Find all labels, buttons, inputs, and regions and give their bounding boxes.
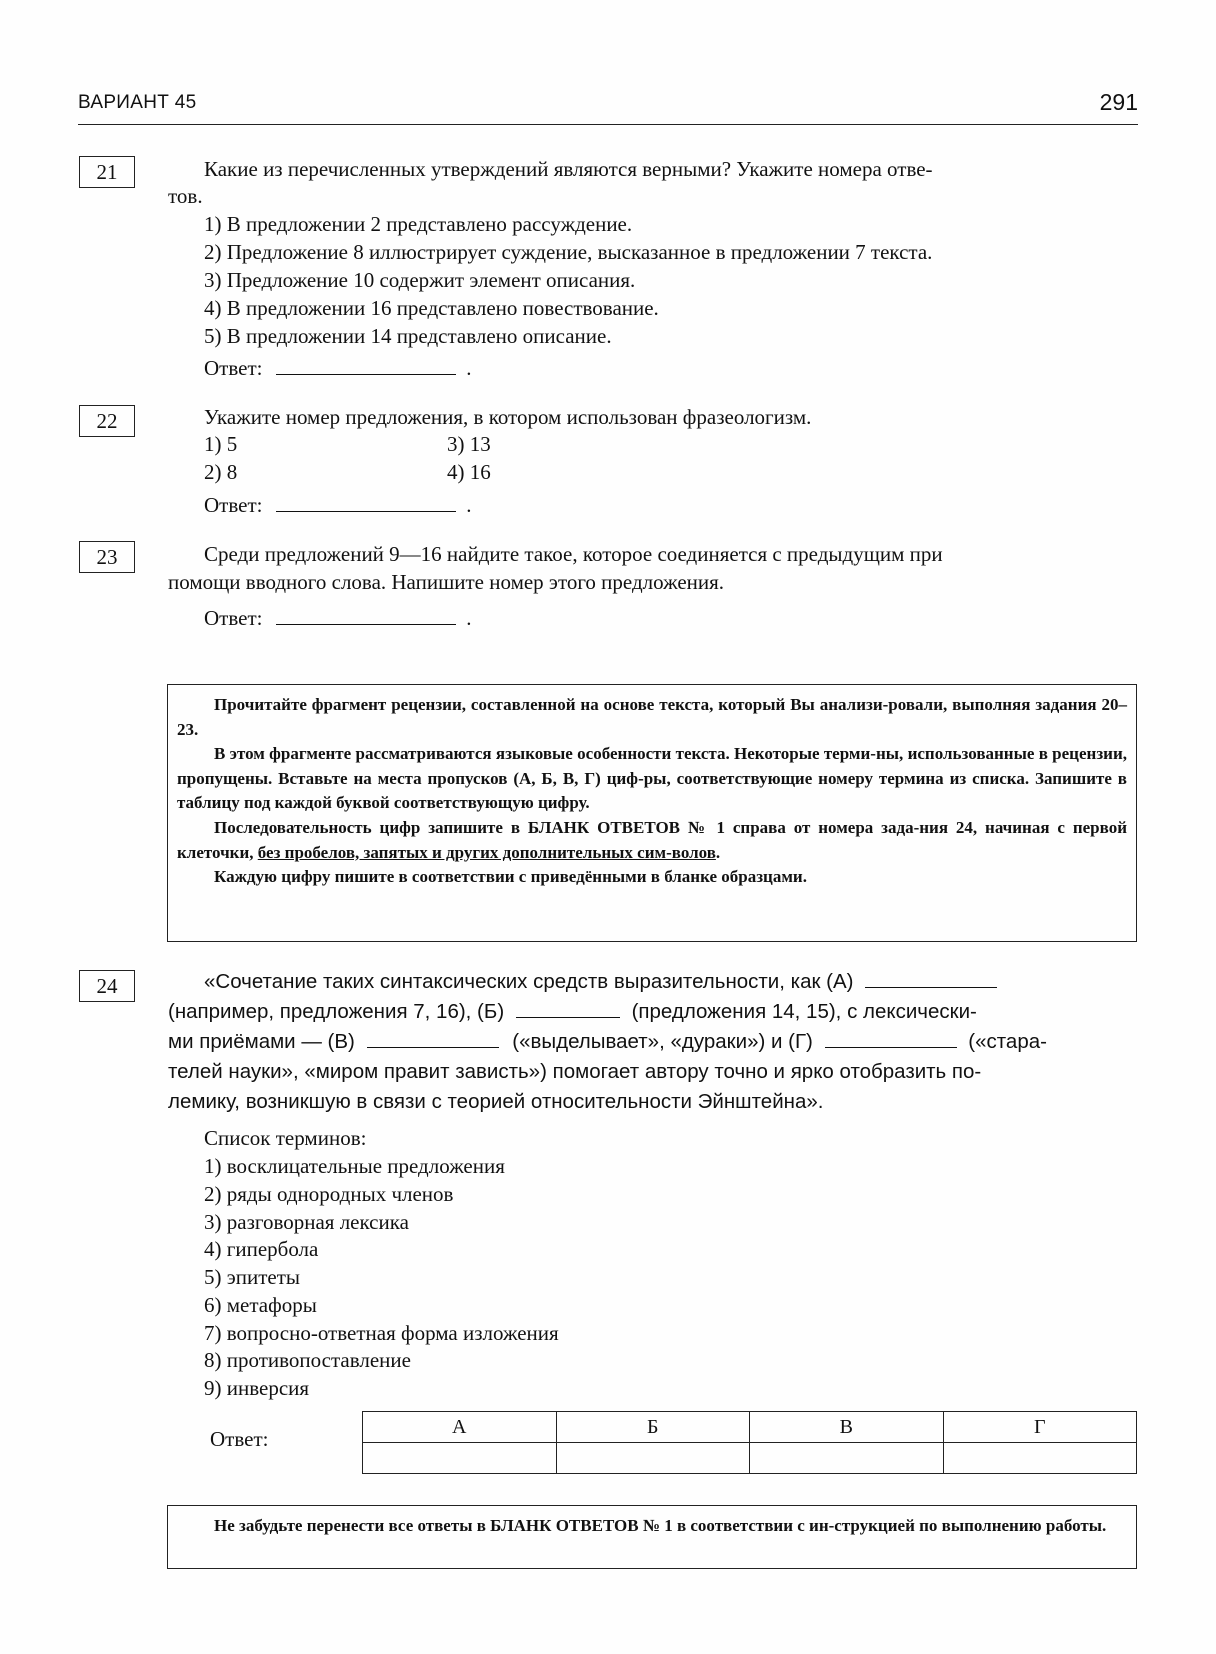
page-header xyxy=(78,84,1138,125)
q21-option-5: 5) В предложении 14 представлено описание. xyxy=(204,324,612,348)
blank-v[interactable] xyxy=(367,1031,499,1048)
page-number: 291 xyxy=(1099,89,1138,115)
answer-table-input-row xyxy=(363,1443,1137,1474)
q24-review-line1 xyxy=(204,968,997,996)
q21-question-line2: тов. xyxy=(168,184,203,208)
instructions-p4: Каждую цифру пишите в соответствии с приведёнными в бланке образцами. xyxy=(214,867,807,887)
q24-review-seg3: (предложения 14, 15), с лексически- xyxy=(631,1000,977,1023)
q23-answer xyxy=(204,605,471,633)
blank-b[interactable] xyxy=(516,1001,620,1018)
q24-answer-label: Ответ: xyxy=(210,1427,269,1451)
column-header-b: Б xyxy=(556,1412,750,1443)
instructions-box xyxy=(167,684,1137,942)
q22-question: Укажите номер предложения, в котором использован фразеологизм. xyxy=(204,405,812,429)
final-note: Не забудьте перенести все ответы в БЛАНК ОТВЕТОВ № 1 в соответствии с ин-струкцией по выполнению работы. xyxy=(214,1516,1107,1535)
q21-answer-dot: . xyxy=(460,356,472,380)
q21-answer xyxy=(204,355,471,383)
column-header-v: В xyxy=(750,1412,944,1443)
term-4: 4) гипербола xyxy=(204,1237,319,1261)
answer-cell-a[interactable] xyxy=(363,1443,557,1474)
q23-answer-label: Ответ: xyxy=(204,606,263,630)
term-2: 2) ряды однородных членов xyxy=(204,1182,454,1206)
q22-answer-blank[interactable] xyxy=(276,495,456,512)
blank-a[interactable] xyxy=(865,971,997,988)
q24-review-seg4: ми приёмами — (В) xyxy=(168,1030,355,1053)
instructions-p3-underlined: без пробелов, запятых и других дополнительных сим-волов xyxy=(257,842,716,862)
q24-review-seg5: («выделывает», «дураки») и (Г) xyxy=(512,1030,813,1053)
term-1: 1) восклицательные предложения xyxy=(204,1154,505,1178)
term-3: 3) разговорная лексика xyxy=(204,1210,409,1234)
blank-g[interactable] xyxy=(825,1031,957,1048)
answer-cell-b[interactable] xyxy=(556,1443,750,1474)
q21-option-2: 2) Предложение 8 иллюстрирует суждение, высказанное в предложении 7 текста. xyxy=(204,240,933,264)
q23-answer-blank[interactable] xyxy=(276,608,456,625)
instructions-p2: В этом фрагменте рассматриваются языковые особенности текста. Некоторые терми-ны, использованные в рецензии, пропущены. Вставьте на места пропусков (А, Б, В, Г) циф-ры, соответствующие номеру термина из списка. Запишите в таблицу под каждой буквой соответствующую цифру. xyxy=(177,744,1127,813)
q24-review-seg2: (например, предложения 7, 16), (Б) xyxy=(168,1000,505,1023)
q23-question-line1: Среди предложений 9—16 найдите такое, которое соединяется с предыдущим при xyxy=(204,542,943,566)
column-header-a: А xyxy=(363,1412,557,1443)
q22-option-1: 1) 5 xyxy=(204,432,238,456)
instructions-p3-end: . xyxy=(715,842,721,862)
q24-review-line4: телей науки», «миром правит зависть») помогает автору точно и ярко отобразить по- xyxy=(168,1060,982,1083)
q22-answer-dot: . xyxy=(460,493,472,517)
q23-answer-dot: . xyxy=(460,606,472,630)
task-number-21: 21 xyxy=(79,156,135,188)
final-note-box xyxy=(167,1505,1137,1569)
q22-answer xyxy=(204,492,471,520)
q21-answer-blank[interactable] xyxy=(276,358,456,375)
q21-option-1: 1) В предложении 2 представлено рассуждение. xyxy=(204,212,633,236)
answer-table-header-row xyxy=(363,1412,1137,1443)
terms-title: Список терминов: xyxy=(204,1126,367,1150)
term-8: 8) противопоставление xyxy=(204,1348,411,1372)
q22-answer-label: Ответ: xyxy=(204,493,263,517)
q21-option-3: 3) Предложение 10 содержит элемент описания. xyxy=(204,268,636,292)
q22-option-4: 4) 16 xyxy=(447,460,491,484)
answer-cell-g[interactable] xyxy=(943,1443,1137,1474)
term-7: 7) вопросно-ответная форма изложения xyxy=(204,1321,559,1345)
column-header-g: Г xyxy=(943,1412,1137,1443)
q21-option-4: 4) В предложении 16 представлено повествование. xyxy=(204,296,659,320)
q24-review-line2 xyxy=(168,998,977,1026)
q24-review-line5: лемику, возникшую в связи с теорией относительности Эйнштейна». xyxy=(168,1090,824,1113)
q23-question-line2: помощи вводного слова. Напишите номер этого предложения. xyxy=(168,570,725,594)
task-number-23: 23 xyxy=(79,541,135,573)
instructions-p3-start: Последовательность цифр запишите в БЛАНК ОТВЕТОВ № 1 справа от номера зада-ния 24, начиная с первой клеточки, xyxy=(177,817,1127,862)
answer-table xyxy=(362,1411,1137,1474)
q24-review-seg1: «Сочетание таких синтаксических средств выразительности, как (А) xyxy=(204,970,854,993)
term-5: 5) эпитеты xyxy=(204,1265,301,1289)
q22-option-2: 2) 8 xyxy=(204,460,238,484)
task-number-22: 22 xyxy=(79,405,135,437)
term-9: 9) инверсия xyxy=(204,1376,310,1400)
q21-question-line1: Какие из перечисленных утверждений являются верными? Укажите номера отве- xyxy=(204,157,933,181)
answer-cell-v[interactable] xyxy=(750,1443,944,1474)
task-number-24: 24 xyxy=(79,970,135,1002)
term-6: 6) метафоры xyxy=(204,1293,317,1317)
q24-review-seg6: («стара- xyxy=(968,1030,1047,1053)
variant-title: ВАРИАНТ 45 xyxy=(78,92,197,113)
instructions-p1: Прочитайте фрагмент рецензии, составленной на основе текста, который Вы анализи-ровали, выполняя задания 20–23. xyxy=(177,695,1127,739)
instructions-p3 xyxy=(177,816,1127,865)
q22-option-3: 3) 13 xyxy=(447,432,491,456)
q24-review-line3 xyxy=(168,1028,1047,1056)
q21-answer-label: Ответ: xyxy=(204,356,263,380)
